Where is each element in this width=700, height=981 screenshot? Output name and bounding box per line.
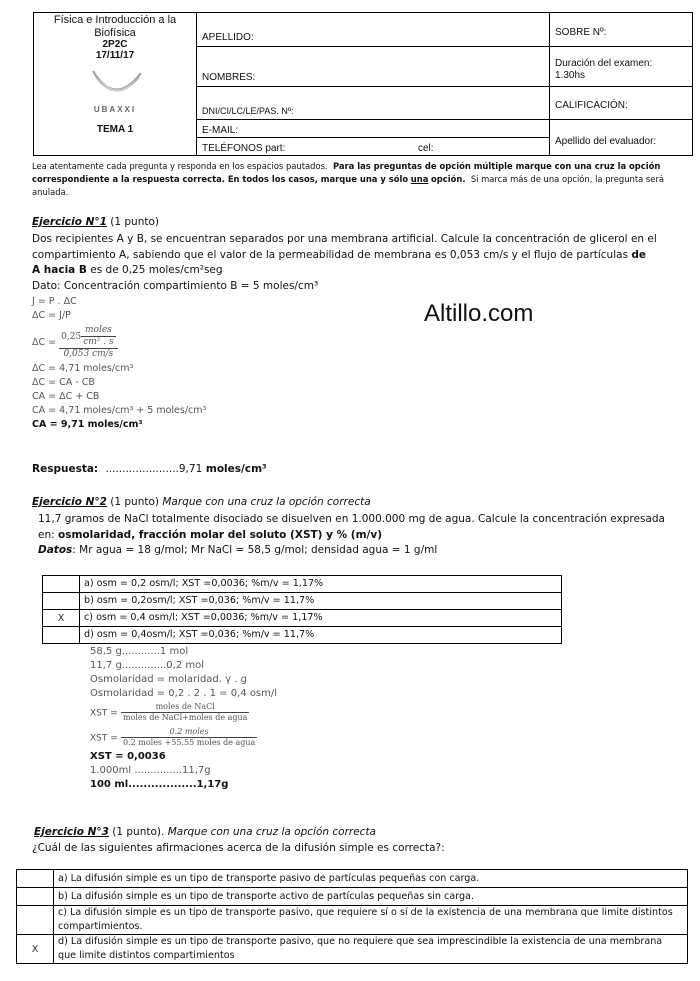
option-row[interactable] <box>43 593 562 610</box>
ex2-title: Ejercicio N°2 (1 punto) Marque con una cruz la opción correcta <box>32 496 371 508</box>
course-line2: Biofísica <box>94 27 136 39</box>
option-text: b) La difusión simple es un tipo de transporte activo de partículas pequeñas sin carga. <box>54 888 688 906</box>
ex3-title: Ejercicio N°3 (1 punto). Marque con una cruz la opción correcta <box>34 826 376 838</box>
option-mark-box[interactable] <box>43 593 80 610</box>
option-mark-box[interactable] <box>43 627 80 644</box>
telefonos-field[interactable]: TELÉFONOS part: cel: <box>202 143 434 154</box>
option-mark-box[interactable] <box>43 576 80 593</box>
course-code: 2P2C <box>102 39 128 50</box>
duracion-cell: Duración del examen: 1.30hs <box>549 47 692 87</box>
option-mark-box[interactable] <box>17 888 54 906</box>
option-text: a) La difusión simple es un tipo de transporte pasivo de partículas pequeñas con carga. <box>54 870 688 888</box>
option-mark-box[interactable] <box>17 906 54 935</box>
exam-header <box>33 12 693 156</box>
option-row[interactable] <box>43 576 562 593</box>
exam-date: 17/11/17 <box>95 50 135 61</box>
option-row[interactable] <box>17 870 688 888</box>
ex1-answer: Respuesta: ......................9,71 moles/cm³ <box>32 463 267 475</box>
option-row[interactable] <box>17 906 688 935</box>
ex3-question: ¿Cuál de las siguientes afirmaciones acerca de la difusión simple es correcta?: <box>32 842 445 854</box>
course-cell <box>34 13 197 155</box>
student-fields <box>196 13 550 155</box>
ex1-title: Ejercicio N°1 (1 punto) <box>32 216 160 228</box>
option-text: d) osm = 0,4osm/l; XST =0,036; %m/v = 11,7% <box>80 627 562 644</box>
option-row[interactable] <box>43 610 562 627</box>
option-row[interactable] <box>17 888 688 906</box>
option-row[interactable] <box>17 935 688 964</box>
dni-field[interactable]: DNI/CI/LC/LE/PAS. Nº: <box>196 87 549 120</box>
ex2-solution: 58,5 g............1 mol 11,7 g..............0,2 mol Osmolaridad = molaridad. γ . g Osmolaridad = 0,2 . 2 . 1 = 0,4 osm/l XST = $\frac{\text{moles de NaCl}}{\text{moles de NaCl+moles de agua}}$ XST = $\frac{\text{0.2 moles}}{\text{0.2 moles +55.55 moles de agua}}$ XST = 0,0036 1.000ml ...............11,7g 100 ml..................1,17g <box>90 646 278 790</box>
ex1-solution: J = P . ΔC ΔC = J/P ΔC = 0,25 $\frac{\text{moles}}{\text{cm² . s}}$ 0,053 cm/s ΔC = 4,71 moles/cm³ ΔC = CA - CB CA = ΔC + CB CA = 4,71 moles/cm³ + 5 moles/cm³ CA = 9,71 moles/cm³ <box>32 296 207 430</box>
instructions: Lea atentamente cada pregunta y responda en los espacios pautados. Para las preguntas de opción múltiple marque con una cruz la opción correspondiente a la respuesta correcta. En todos los casos, marque una y sólo una opción. Si marca más de una opción, la pregunta será anulada. <box>32 161 665 197</box>
exam-info <box>549 13 692 155</box>
evaluador-field[interactable]: Apellido del evaluador: <box>555 136 657 147</box>
option-mark-box[interactable]: X <box>43 610 80 627</box>
option-mark-box[interactable] <box>17 870 54 888</box>
calificacion-field[interactable]: CALIFICACIÓN: <box>549 87 692 120</box>
ex2-statement: 11,7 gramos de NaCl totalmente disociado se disuelven en 1.000.000 mg de agua. Calcule la concentración expresada en: osmolaridad, fracción molar del soluto (XST) y % (m/v) Datos: Mr agua = 18 g/mol; Mr NaCl = 58,5 g/mol; densidad agua = 1 g/ml <box>38 513 665 556</box>
nombres-field[interactable]: NOMBRES: <box>196 47 549 87</box>
option-row[interactable] <box>43 627 562 644</box>
option-text: b) osm = 0,2osm/l; XST =0,036; %m/v = 11,7% <box>80 593 562 610</box>
uba-logo-icon <box>85 67 145 105</box>
cel-label: cel: <box>418 143 434 154</box>
option-text: d) La difusión simple es un tipo de transporte pasivo, que no requiere que sea imprescindible la existencia de una membrana que limite distintos compartimientos <box>54 935 688 964</box>
email-field[interactable]: E-MAIL: <box>196 120 549 138</box>
apellido-field[interactable]: APELLIDO: <box>196 13 549 47</box>
option-text: a) osm = 0,2 osm/l; XST =0,0036; %m/v = 1,17% <box>80 576 562 593</box>
option-text: c) osm = 0,4 osm/l; XST =0,0036; %m/v = 1,17% <box>80 610 562 627</box>
logo-text: UBAXXI <box>93 105 137 114</box>
sobre-field[interactable]: SOBRE Nº: <box>549 13 692 47</box>
course-line1: Física e Introducción a la <box>53 14 177 26</box>
watermark: Altillo.com <box>424 300 534 327</box>
ex2-options <box>42 575 562 644</box>
tema-label: TEMA 1 <box>96 124 134 135</box>
ex1-statement: Dos recipientes A y B, se encuentran separados por una membrana artificial. Calcule la concentración de glicerol en el compartimiento A, sabiendo que el valor de la permeabilidad de membrana es 0,053 cm/s y el flujo de partículas de A hacia B es de 0,25 moles/cm²seg Dato: Concentración compartimiento B = 5 moles/cm³ <box>32 233 657 292</box>
option-mark-box[interactable]: X <box>17 935 54 964</box>
ex3-options <box>16 869 688 964</box>
option-text: c) La difusión simple es un tipo de transporte pasivo, que requiere sí o sí de la existencia de una membrana que limite distintos compartimientos. <box>54 906 688 935</box>
